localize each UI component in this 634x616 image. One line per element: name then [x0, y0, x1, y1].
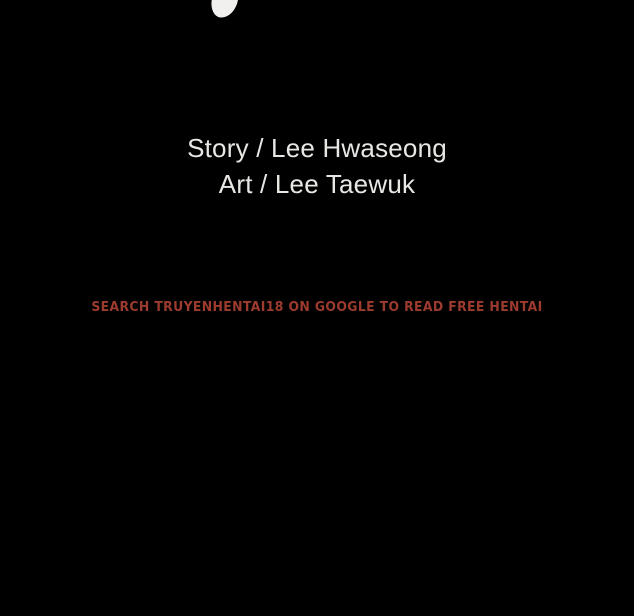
story-credit: Story / Lee Hwaseong — [187, 133, 447, 163]
promo-watermark-text: SEARCH TRUYENHENTAI18 ON GOOGLE TO READ FREE HENTAI — [91, 299, 543, 315]
credits-block — [0, 130, 634, 202]
partial-white-brushstroke-icon — [210, 0, 243, 20]
art-credit: Art / Lee Taewuk — [218, 169, 416, 199]
